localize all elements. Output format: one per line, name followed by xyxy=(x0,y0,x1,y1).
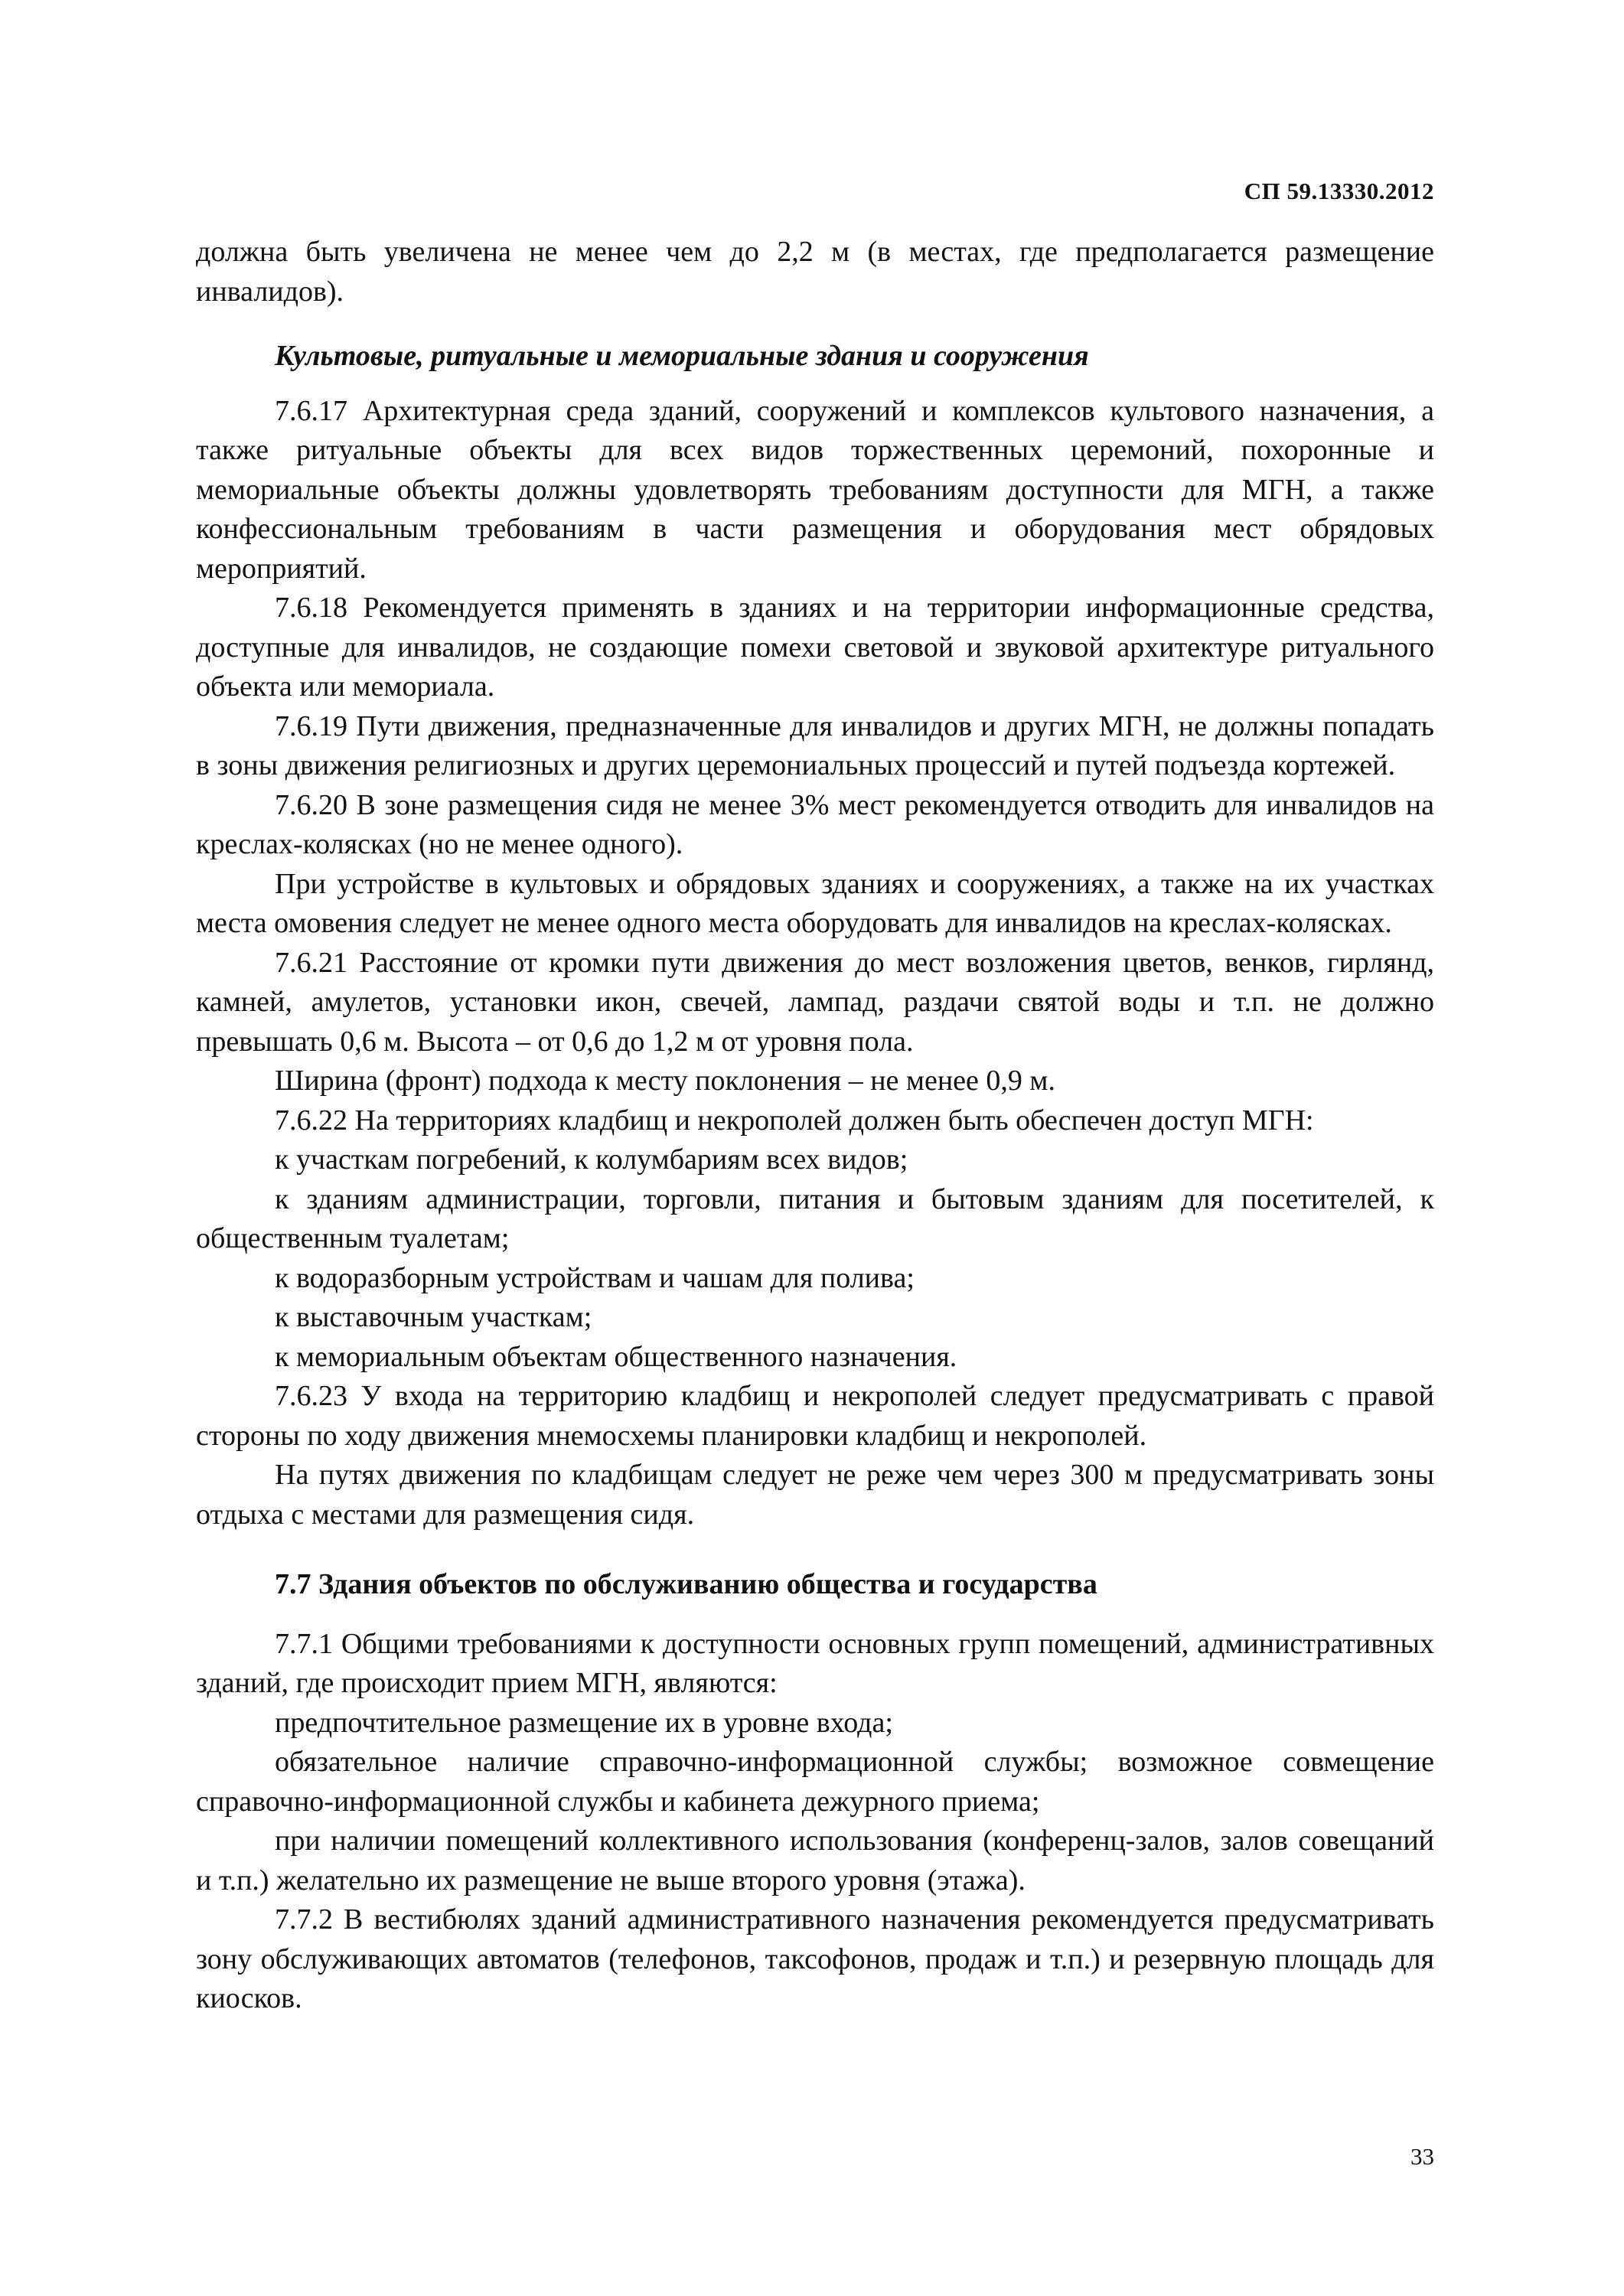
clause-7-7-2: 7.7.2 В вестибюлях зданий административного назначения рекомендуется предусматривать зону обслуживающих автоматов (телефонов, таксофонов, продаж и т.п.) и резервную площадь для киосков. xyxy=(196,1903,1434,2014)
page-number: 33 xyxy=(1410,2143,1434,2170)
paragraph-approach-width: Ширина (фронт) подхода к месту поклонения – не менее 0,9 м. xyxy=(275,1065,1055,1097)
list-item: к мемориальным объектам общественного назначения. xyxy=(275,1340,957,1373)
list-item: к выставочным участкам; xyxy=(275,1301,592,1333)
clause-7-6-21: 7.6.21 Расстояние от кромки пути движения до мест возложения цветов, венков, гирлянд, камней, амулетов, установки икон, свечей, лампад, раздачи святой воды и т.п. не должно превышать 0,6 м. Высота – от 0,6 до 1,2 м от уровня пола. xyxy=(196,946,1434,1058)
clause-7-6-23: 7.6.23 У входа на территорию кладбищ и некрополей следует предусматривать с правой стороны по ходу движения мнемосхемы планировки кладбищ и некрополей. xyxy=(196,1380,1434,1452)
clause-7-6-22: 7.6.22 На территориях кладбищ и некрополей должен быть обеспечен доступ МГН: xyxy=(275,1104,1314,1137)
paragraph-ablution-places: При устройстве в культовых и обрядовых зданиях и сооружениях, а также на их участках места омовения следует не менее одного места оборудовать для инвалидов на креслах-колясках. xyxy=(196,867,1434,939)
clause-7-6-18: 7.6.18 Рекомендуется применять в зданиях и на территории информационные средства, доступные для инвалидов, не создающие помехи световой и звуковой архитектуре ритуального объекта или мемориала. xyxy=(196,592,1434,703)
clause-7-6-20: 7.6.20 В зоне размещения сидя не менее 3% мест рекомендуется отводить для инвалидов на креслах-колясках (но не менее одного). xyxy=(196,788,1434,860)
paragraph-rest-zones: На путях движения по кладбищам следует не реже чем через 300 м предусматривать зоны отдыха с местами для размещения сидя. xyxy=(196,1459,1434,1531)
list-item: обязательное наличие справочно-информационной службы; возможное совмещение справочно-информационной службы и кабинета дежурного приема; xyxy=(196,1746,1434,1818)
list-item: к участкам погребений, к колумбариям всех видов; xyxy=(275,1143,908,1176)
clause-7-6-17: 7.6.17 Архитектурная среда зданий, сооружений и комплексов культового назначения, а также ритуальные объекты для всех видов торжественных церемоний, похоронные и мемориальные объекты должны удовлетворять требованиям доступности для МГН, а также конфессиональным требованиям в части размещения и оборудования мест обрядовых мероприятий. xyxy=(196,394,1434,585)
list-item: к водоразборным устройствам и чашам для полива; xyxy=(275,1261,915,1294)
list-item: при наличии помещений коллективного использования (конференц-залов, залов совещаний и т.п.) желательно их размещение не выше второго уровня (этажа). xyxy=(196,1825,1434,1896)
subsection-heading-cult-buildings: Культовые, ритуальные и мемориальные здания и сооружения xyxy=(275,340,1089,372)
document-code: СП 59.13330.2012 xyxy=(1244,178,1434,204)
list-item: к зданиям администрации, торговли, питания и бытовым зданиям для посетителей, к общественным туалетам; xyxy=(196,1182,1434,1254)
section-heading-7-7: 7.7 Здания объектов по обслуживанию общества и государства xyxy=(275,1568,1097,1600)
clause-7-6-19: 7.6.19 Пути движения, предназначенные для инвалидов и других МГН, не должны попадать в зоны движения религиозных и других церемониальных процессий и путей подъезда кортежей. xyxy=(196,709,1434,781)
list-item: предпочтительное размещение их в уровне входа; xyxy=(275,1706,893,1739)
page-body xyxy=(196,233,1434,2019)
clause-7-7-1: 7.7.1 Общими требованиями к доступности основных групп помещений, административных зданий, где происходит прием МГН, являются: xyxy=(196,1627,1434,1699)
continued-paragraph: должна быть увеличена не менее чем до 2,2 м (в местах, где предполагается размещение инвалидов). xyxy=(196,236,1434,308)
